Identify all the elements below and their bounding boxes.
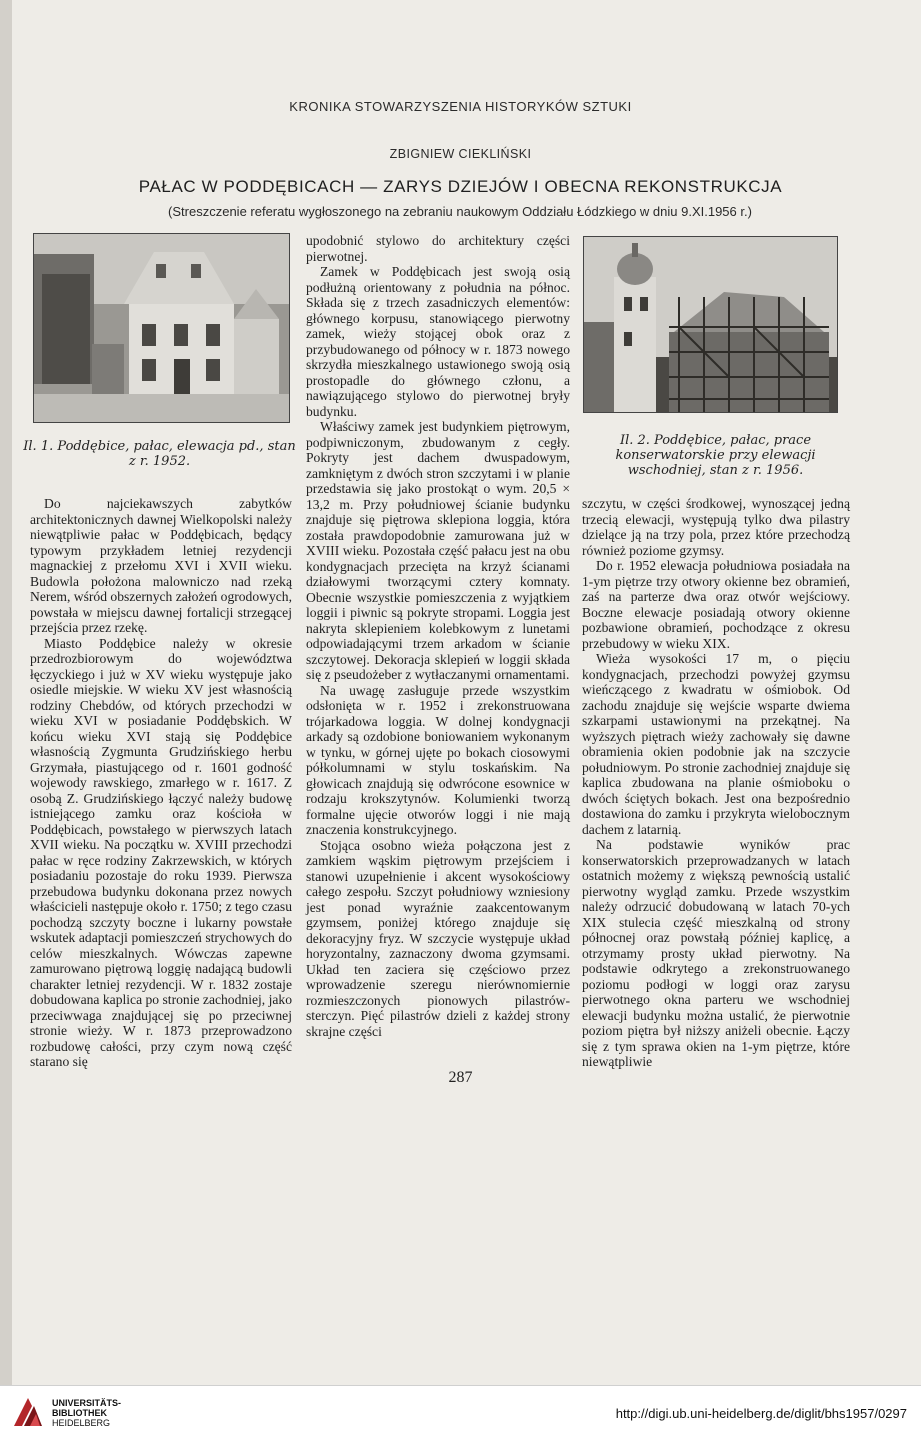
running-head: KRONIKA STOWARZYSZENIA HISTORYKÓW SZTUKI <box>289 99 632 114</box>
figure-1-caption: Il. 1. Poddębice, pałac, elewacja pd., stan z r. 1952. <box>23 439 296 469</box>
palace-restoration-scaffolding-image <box>584 237 837 412</box>
page-number: 287 <box>448 1069 473 1086</box>
figure-2-caption: Il. 2. Poddębice, pałac, prace konserwatorskie przy elewacji wschodniej, stan z r. 1956. <box>615 433 816 478</box>
palace-south-elevation-image <box>34 234 289 422</box>
right-column <box>582 496 850 1070</box>
figure-1-photo <box>33 233 290 423</box>
paragraph: Miasto Poddębice należy w okresie przedrozbiorowym do województwa łęczyckiego i już w XV wieku występuje jako osiedle miejskie. W wieku XV jest własnością rodziny Chebdów, od których przechodzi w wieku XVI w posiadanie Poddębskich. W końcu wieku XVI stają się Poddębice własnością Zygmunta Grudzińskiego herbu Grzymała, piastującego od r. 1601 godność wojewody rawskiego, zmarłego w r. 1617. Z osobą Z. Grudzińskiego łączyć należy budowę istniejącego zamku oraz kościoła w Poddębicach, powstałego w pierwszych latach XVII wieku. Na początku w. XVIII przechodzi pałac w ręce rodziny Zakrzewskich, w których posiadaniu pozostaje do roku 1939. Pierwsza przebudowa budynku dokonana przez nowych właścicieli następuje około r. 1750; z tego czasu pochodzą szczyty boczne i lukarny powstałe wskutek adaptacji pomieszczeń strychowych do celów mieszkalnych. Wówczas zapewne zamurowano piętrową loggię nadającą budowli charakter letniej rezydencji. W r. 1832 zostaje dobudowana kaplica po stronie zachodniej, jako przeciwwaga znajdującej się po przeciwnej stronie wieży. W r. 1873 przeprowadzono rozbudowę całości, przy czym nową część starano się <box>30 635 292 1069</box>
university-library-logo-icon <box>10 1394 46 1430</box>
middle-column <box>306 233 570 1039</box>
library-name-line-1: UNIVERSITÄTS- <box>52 1398 122 1408</box>
paragraph: Do r. 1952 elewacja południowa posiadała na 1-ym piętrze trzy otwory okienne bez obramień, zaś na parterze dwa oraz otwór wejściowy. Boczne elewacje posiadają otwory okienne pozbawione obramień, pochodzące z okresu przebudowy w wieku XIX. <box>582 558 850 651</box>
paragraph: Zamek w Poddębicach jest swoją osią podłużną orientowany z południa na północ. Składa się z trzech zasadniczych elementów: głównego korpusu, stanowiącego pierwotny zamek, wieży stojącej obok oraz z przybudowanego od północy w r. 1873 nowego skrzydła mieszkalnego ustawionego swoją osią prostopadle do głównego członu, a nawiązującego stylowo do pierwotnej bryły budynku. <box>306 264 570 419</box>
author-name: ZBIGNIEW CIEKLIŃSKI <box>389 147 532 161</box>
library-name-line-3: HEIDELBERG <box>52 1418 111 1428</box>
paragraph: szczytu, w części środkowej, wynoszącej jedną trzecią elewacji, występują tylko dwa pilastry dzielące ją na trzy pola, przez które przechodzą również poziome gzymsy. <box>582 496 850 558</box>
permalink-url[interactable]: http://digi.ub.uni-heidelberg.de/diglit/bhs1957/0297 <box>615 1406 907 1421</box>
paragraph: Właściwy zamek jest budynkiem piętrowym, podpiwniczonym, zbudowanym z cegły. Pokryty jest dachem dwuspadowym, zamkniętym z dwóch stron szczytami i w planie przedstawia się jako prostokąt o wym. 20,5 × 13,2 m. Przy południowej ścianie budynku znajduje się piętrowa sklepiona loggia, która została prawdopodobnie zamurowana już w XVIII wieku. Pozostała część pałacu jest na obu kondygnacjach przecięta na krzyż ścianami działowymi tworzącymi cztery komnaty. Obecnie wszystkie pomieszczenia z wyjątkiem loggii i piwnic są pokryte stropami. Loggia jest nakryta sklepieniem kolebkowym z lunetami odpowiadającymi trzem arkadom w ścianie szczytowej. Dekoracja sklepień w loggii składa się z pseudożeber z wytłaczanymi ornamentami. <box>306 419 570 682</box>
article-title: PAŁAC W PODDĘBICACH — ZARYS DZIEJÓW I OBECNA REKONSTRUKCJA <box>138 177 783 196</box>
paragraph: Stojąca osobno wieża połączona jest z zamkiem wąskim piętrowym przejściem i stanowi uzupełnienie i akcent wysokościowy całego zespołu. Szczyt południowy wzniesiony jest ponad wyraźnie zaakcentowanym gzymsem, poniżej którego znajduje się dekoracyjny fryz. W szczycie występuje układ horyzontalny, zaznaczony dwoma gzymsami. Układ ten zaciera się częściowo przez wprowadzenie szeregu nierównomiernie rozmieszczonych pionowych pilastrów-sterczyn. Pięć pilastrów dzieli z każdej strony skrajne części <box>306 837 570 1039</box>
viewer-footer <box>0 1385 921 1438</box>
paragraph: Na uwagę zasługuje przede wszystkim odsłonięta w r. 1952 i zrekonstruowana trójarkadowa loggia. W dolnej kondygnacji arkady są ozdobione boniowaniem wykonanym w tynku, w górnej ujęte po bokach ciosowymi półkolumnami w stylu toskańskim. Na głowicach znajdują się odwrócone esownice w rodzaju krokszytynów. Kolumienki tworzą formalne ujęcie otworów loggi i nie mają znaczenia konstrukcyjnego. <box>306 682 570 837</box>
paragraph: upodobnić stylowo do architektury części pierwotnej. <box>306 233 570 264</box>
figure-2-photo <box>583 236 838 413</box>
paragraph: Wieża wysokości 17 m, o pięciu kondygnacjach, przechodzi powyżej gzymsu wieńczącego z kwadratu w ośmiobok. Od zachodu znajduje się wejście wsparte dwiema szkarpami ustawionymi na przekątnej. Na wyższych piętrach wieży zachowały się dawne obramienia okien podobnie jak na szczycie południowym. Po stronie zachodniej znajduje się kaplica zbudowana na planie ośmioboku o dwóch ściętych bokach. Jest ona bezpośrednio dostawiona do zamku i przykryta wielobocznym dachem z latarnią. <box>582 651 850 837</box>
paragraph: Na podstawie wyników prac konserwatorskich przeprowadzanych w latach ostatnich możemy z większą pewnością ustalić pierwotny wygląd zamku. Przede wszystkim należy odrzucić dobudowaną w latach 70-ych XIX stulecia część mieszkalną od strony północnej oraz powstałą później kaplicę, a otrzymamy prosty układ pierwotny. Na podstawie odkrytego a zrekonstruowanego poziomu podłogi w loggi oraz zarysu pierwotnego okna parteru we wschodniej elewacji budynku można ustalić, że pierwotnie poziom piętra był niższy aniżeli obecnie. Łączy się z tym sprawa okien na 1-ym piętrze, które niewątpliwie <box>582 837 850 1069</box>
paragraph: Do najciekawszych zabytków architektonicznych dawnej Wielkopolski należy niewątpliwie pałac w Poddębicach, będący typowym przykładem letniej rezydencji magnackiej z przełomu XVI i XVII wieku. Budowla położona malowniczo nad rzeką Nerem, wśród obszernych założeń ogrodowych, powstała w miejscu dawnej fortalicji strzegącej przejścia przez rzekę. <box>30 496 292 635</box>
library-name[interactable] <box>52 1398 121 1428</box>
left-column <box>30 496 292 1070</box>
article-subtitle: (Streszczenie referatu wygłoszonego na zebraniu naukowym Oddziału Łódzkiego w dniu 9.XI.1956 r.) <box>168 204 752 219</box>
library-name-line-2: BIBLIOTHEK <box>52 1408 107 1418</box>
page-edge <box>0 0 12 1385</box>
